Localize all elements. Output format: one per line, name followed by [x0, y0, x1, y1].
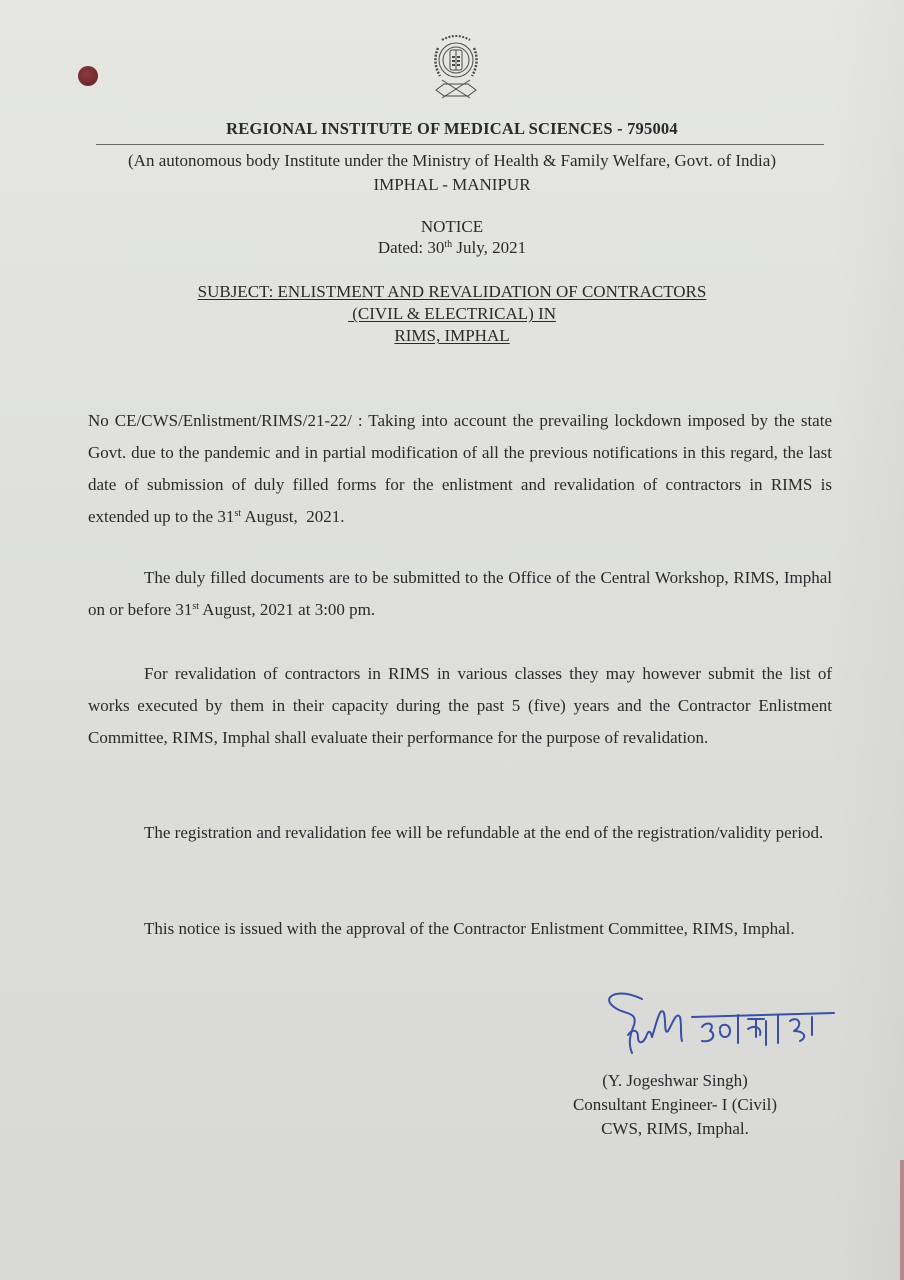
date-suffix: July, 2021: [452, 238, 527, 257]
paragraph-1-end: August, 2021.: [241, 507, 345, 526]
handwritten-signature: [598, 985, 848, 1065]
paragraph-fee: The registration and revalidation fee will be refundable at the end of the registration/validity period.: [144, 823, 824, 842]
subject-block: [0, 281, 904, 347]
notice-date: [0, 238, 904, 258]
date-prefix: Dated: 30: [377, 238, 445, 257]
paragraph-1-ordinal: st: [234, 508, 242, 519]
punch-hole: [78, 66, 98, 86]
paragraph-revalidation: For revalidation of contractors in RIMS in various classes they may however submit the list of works executed by them in their capacity during the past 5 (five) years and the Contractor Enlistment Committee, RIMS, Imphal shall evaluate their performance for the purpose of revalidation.: [88, 664, 832, 747]
paper-edge: [900, 1160, 904, 1280]
paragraph-2-end: August, 2021 at 3:00 pm.: [199, 600, 376, 619]
signatory-office: CWS, RIMS, Imphal.: [601, 1119, 749, 1138]
paragraph-2-text: The duly filled documents are to be submitted to the Office of the Central Workshop, RIMS, Imphal on or before 31: [88, 568, 832, 619]
header-divider: [96, 144, 824, 145]
institute-name: REGIONAL INSTITUTE OF MEDICAL SCIENCES - 795004: [226, 119, 678, 138]
subject-line-1: SUBJECT: ENLISTMENT AND REVALIDATION OF CONTRACTORS: [197, 282, 707, 301]
paragraph-submission: [88, 562, 832, 626]
date-ordinal: th: [444, 239, 453, 250]
paragraph-reference: [88, 405, 832, 533]
institute-emblem-icon: [428, 30, 484, 110]
paragraph-2-ordinal: st: [192, 601, 199, 612]
subject-line-3: RIMS, IMPHAL: [394, 326, 510, 345]
institute-city: IMPHAL - MANIPUR: [373, 175, 531, 194]
signatory-designation: Consultant Engineer- I (Civil): [572, 1095, 778, 1114]
paragraph-approval: This notice is issued with the approval of the Contractor Enlistment Committee, RIMS, Imphal.: [144, 919, 795, 938]
paragraph-1-text: No CE/CWS/Enlistment/RIMS/21-22/ : Taking into account the prevailing lockdown imposed by the state Govt. due to the pandemic and in partial modification of all the previous notifications in this regard, the last date of submission of duly filled forms for the enlistment and revalidation of contractors in RIMS is extended up to the 31: [88, 411, 832, 526]
notice-title: NOTICE: [420, 217, 484, 236]
signatory-name: (Y. Jogeshwar Singh): [602, 1071, 748, 1090]
institute-subtitle: (An autonomous body Institute under the Ministry of Health & Family Welfare, Govt. of India): [128, 151, 776, 170]
subject-line-2: (CIVIL & ELECTRICAL) IN: [347, 304, 557, 323]
